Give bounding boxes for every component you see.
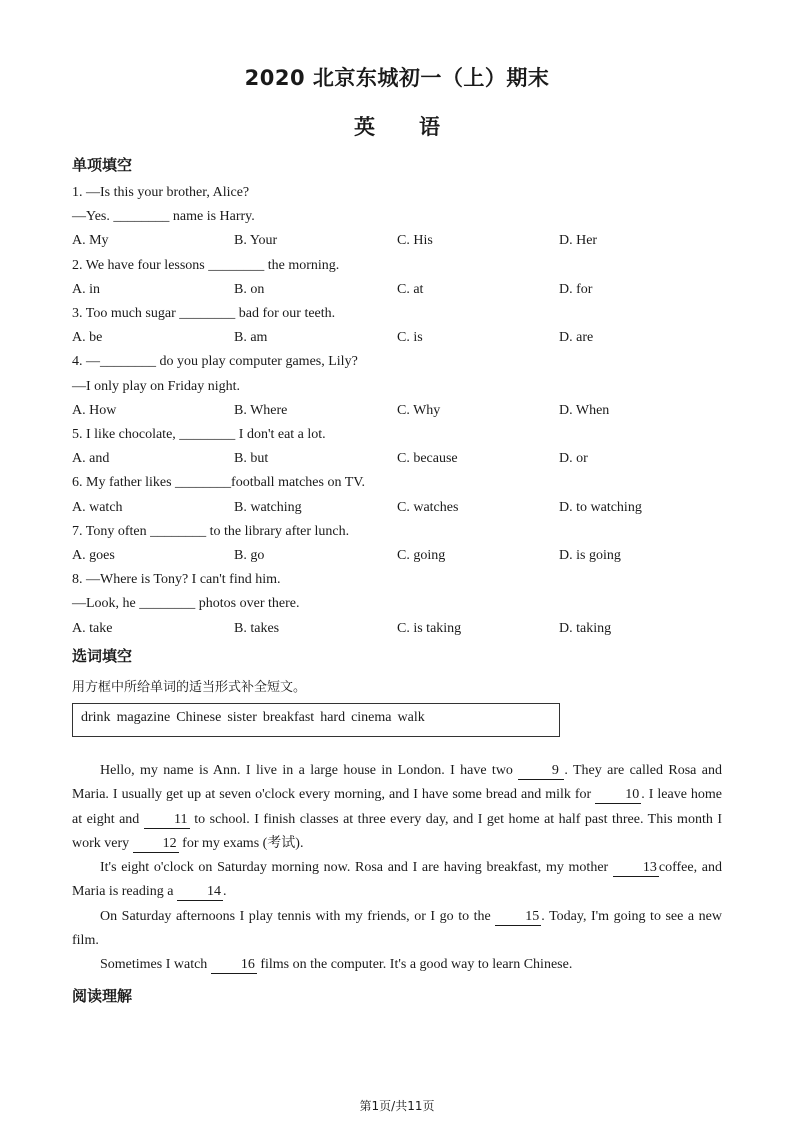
blank-number: 9 (518, 763, 564, 780)
option-choice: D. taking (559, 621, 612, 636)
passage-text: Sometimes I watch (100, 957, 211, 973)
option-choice: A. take (72, 621, 113, 636)
passage-paragraph (72, 759, 722, 856)
option-choice: C. is taking (397, 621, 462, 636)
word-box-item: hard (320, 710, 346, 725)
option-row (72, 281, 722, 299)
option-choice: A. be (72, 330, 103, 345)
option-choice: B. Your (234, 233, 278, 248)
word-box (72, 703, 560, 737)
option-choice: A. How (72, 403, 117, 418)
passage-paragraph (72, 856, 722, 905)
word-fill-instruction: 用方框中所给单词的适当形式补全短文。 (72, 680, 307, 695)
blank-number: 10 (595, 787, 641, 804)
question-text: —Look, he ________ photos over there. (72, 596, 300, 611)
word-box-item: magazine (116, 710, 171, 725)
option-row (72, 547, 722, 565)
option-choice: B. on (234, 282, 265, 297)
cloze-passage (72, 759, 722, 978)
page-title: 2020 北京东城初一（上）期末 (244, 66, 550, 90)
question-text: 6. My father likes ________football matches on TV. (72, 475, 366, 490)
question-text: —Yes. ________ name is Harry. (72, 209, 255, 224)
option-row (72, 450, 722, 468)
word-box-item: cinema (351, 710, 392, 725)
passage-text: films on the computer. It's a good way to learn Chinese. (256, 957, 573, 973)
question-text: 2. We have four lessons ________ the morning. (72, 258, 340, 273)
passage-text: . (222, 884, 227, 900)
passage-text: for my exams (考试). (178, 835, 304, 851)
option-choice: C. because (397, 451, 458, 466)
passage-paragraph (72, 905, 722, 954)
option-choice: B. but (234, 451, 269, 466)
option-choice: C. is (397, 330, 423, 345)
question-text: 8. —Where is Tony? I can't find him. (72, 572, 281, 587)
option-choice: B. takes (234, 621, 280, 636)
passage-text: . Today, I'm going to see a new film. (72, 908, 722, 949)
passage-text: On Saturday afternoons I play tennis with my friends, or I go to the (100, 908, 496, 924)
blank-number: 13 (613, 860, 659, 877)
option-choice: B. am (234, 330, 268, 345)
passage-text: coffee, and Maria is reading a (72, 860, 722, 900)
blank-number: 15 (495, 909, 541, 926)
option-row (72, 620, 722, 638)
option-choice: B. go (234, 548, 265, 563)
option-choice: D. or (559, 451, 588, 466)
option-choice: D. are (559, 330, 594, 345)
blank-number: 14 (177, 884, 223, 901)
option-row (72, 499, 722, 517)
question-text: 3. Too much sugar ________ bad for our teeth. (72, 306, 336, 321)
passage-text: It's eight o'clock on Saturday morning now. Rosa and I are having breakfast, my mother (100, 860, 613, 876)
option-choice: A. My (72, 233, 109, 248)
passage-text: . They are called Rosa and Maria. I usually get up at seven o'clock every morning, and I have some bread and milk for (72, 763, 722, 803)
option-choice: C. Why (397, 403, 441, 418)
option-choice: B. Where (234, 403, 288, 418)
subject-title: 英语 (354, 115, 484, 139)
option-choice: A. watch (72, 500, 123, 515)
passage-text: . I leave home at eight and (72, 787, 723, 827)
section-heading-reading: 阅读理解 (72, 987, 133, 1005)
question-text: 7. Tony often ________ to the library after lunch. (72, 524, 350, 539)
passage-paragraph (72, 953, 722, 977)
option-choice: B. watching (234, 500, 302, 515)
question-text: 5. I like chocolate, ________ I don't eat a lot. (72, 427, 326, 442)
option-row (72, 402, 722, 420)
option-choice: D. is going (559, 548, 621, 563)
question-text: 1. —Is this your brother, Alice? (72, 185, 250, 200)
passage-text: Hello, my name is Ann. I live in a large house in London. I have two (100, 763, 519, 778)
word-box-item: Chinese (176, 710, 222, 725)
option-row (72, 329, 722, 347)
blank-number: 16 (211, 957, 257, 974)
word-box-item: breakfast (262, 710, 315, 725)
blank-number: 12 (133, 836, 179, 853)
option-choice: C. His (397, 233, 433, 248)
word-box-item: drink (81, 710, 111, 725)
option-choice: A. goes (72, 548, 115, 563)
option-choice: C. watches (397, 500, 459, 515)
section-heading-word-fill: 选词填空 (72, 647, 133, 665)
word-box-item: walk (397, 710, 425, 725)
option-choice: A. and (72, 451, 110, 466)
option-choice: C. going (397, 548, 446, 563)
option-choice: D. Her (559, 233, 598, 248)
option-choice: D. When (559, 403, 610, 418)
option-choice: A. in (72, 282, 100, 297)
option-choice: D. to watching (559, 500, 642, 515)
option-choice: C. at (397, 282, 424, 297)
word-box-item: sister (227, 710, 257, 725)
option-row (72, 232, 722, 250)
option-choice: D. for (559, 282, 593, 297)
passage-text: to school. I finish classes at three every day, and I get home at half past three. This month I work very (72, 811, 722, 851)
blank-number: 11 (144, 812, 190, 829)
question-text: —I only play on Friday night. (72, 379, 240, 394)
question-text: 4. —________ do you play computer games, Lily? (72, 354, 358, 369)
section-heading-single-choice: 单项填空 (72, 156, 133, 174)
page-footer: 第1页/共11页 (359, 1099, 435, 1113)
